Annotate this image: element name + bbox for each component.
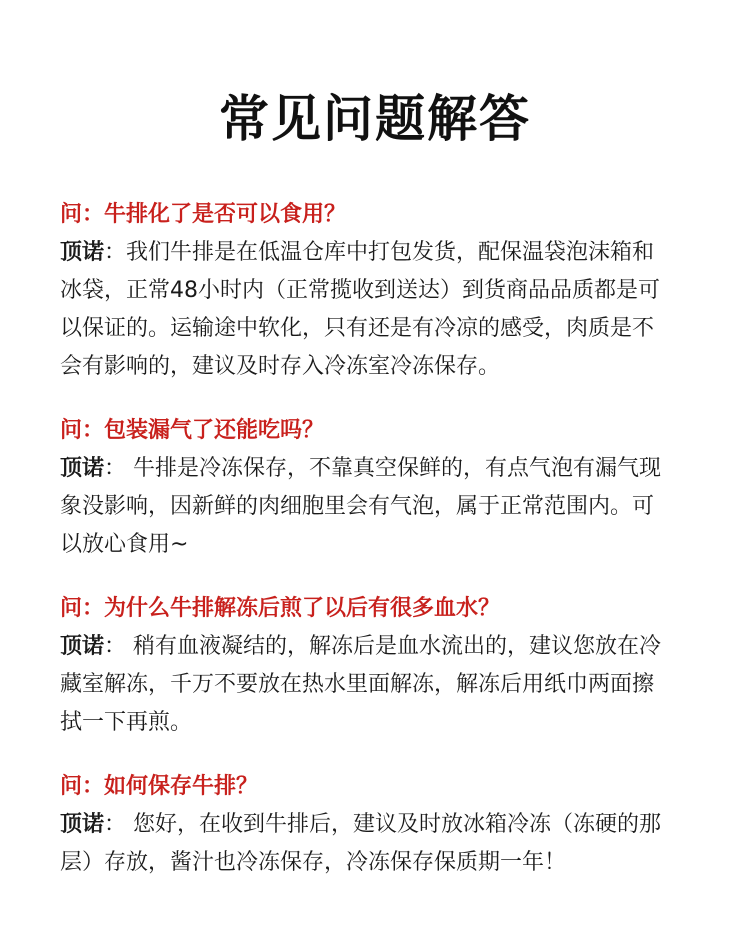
answer-text: ：我们牛排是在低温仓库中打包发货，配保温袋泡沫箱和 — [104, 240, 655, 265]
answer-line: 以放心食用~ — [60, 532, 189, 557]
faq-answer — [60, 234, 710, 386]
answer-line: 以保证的。运输途中软化，只有还是有冷凉的感受，肉质是不 — [60, 316, 655, 341]
faq-answer — [60, 628, 710, 742]
answer-line: 会有影响的，建议及时存入冷冻室冷冻保存。 — [60, 354, 501, 379]
answer-line — [60, 628, 710, 666]
answer-line: 冰袋，正常48小时内（正常揽收到送达）到货商品品质都是可 — [60, 278, 660, 303]
answer-lead: 顶诺 — [60, 456, 105, 481]
answer-lead: 顶诺 — [60, 812, 105, 837]
faq-item — [60, 412, 710, 564]
answer-text: ： 您好，在收到牛排后，建议及时放冰箱冷冻（冻硬的那 — [104, 812, 662, 837]
answer-lead: 顶诺 — [60, 240, 105, 265]
faq-list — [60, 196, 710, 908]
answer-line: 拭一下再煎。 — [60, 710, 193, 735]
page-title: 常见问题解答 — [219, 90, 531, 148]
answer-line: 藏室解冻，千万不要放在热水里面解冻，解冻后用纸巾两面擦 — [60, 672, 655, 697]
answer-line: 层）存放，酱汁也冷冻保存，冷冻保存保质期一年！ — [60, 850, 567, 875]
faq-question: 问：为什么牛排解冻后煎了以后有很多血水？ — [60, 596, 501, 621]
faq-question: 问：包装漏气了还能吃吗？ — [60, 418, 325, 443]
answer-line: 象没影响，因新鲜的肉细胞里会有气泡，属于正常范围内。可 — [60, 494, 655, 519]
faq-answer — [60, 806, 710, 882]
faq-item — [60, 196, 710, 386]
faq-question: 问：牛排化了是否可以食用？ — [60, 202, 347, 227]
faq-item — [60, 768, 710, 882]
answer-line — [60, 234, 710, 272]
answer-line — [60, 806, 710, 844]
answer-text: ： 牛排是冷冻保存，不靠真空保鲜的，有点气泡有漏气现 — [104, 456, 662, 481]
faq-question: 问：如何保存牛排？ — [60, 774, 259, 799]
answer-text: ： 稍有血液凝结的，解冻后是血水流出的，建议您放在冷 — [104, 634, 662, 659]
answer-line — [60, 450, 710, 488]
answer-lead: 顶诺 — [60, 634, 105, 659]
faq-answer — [60, 450, 710, 564]
faq-item — [60, 590, 710, 742]
